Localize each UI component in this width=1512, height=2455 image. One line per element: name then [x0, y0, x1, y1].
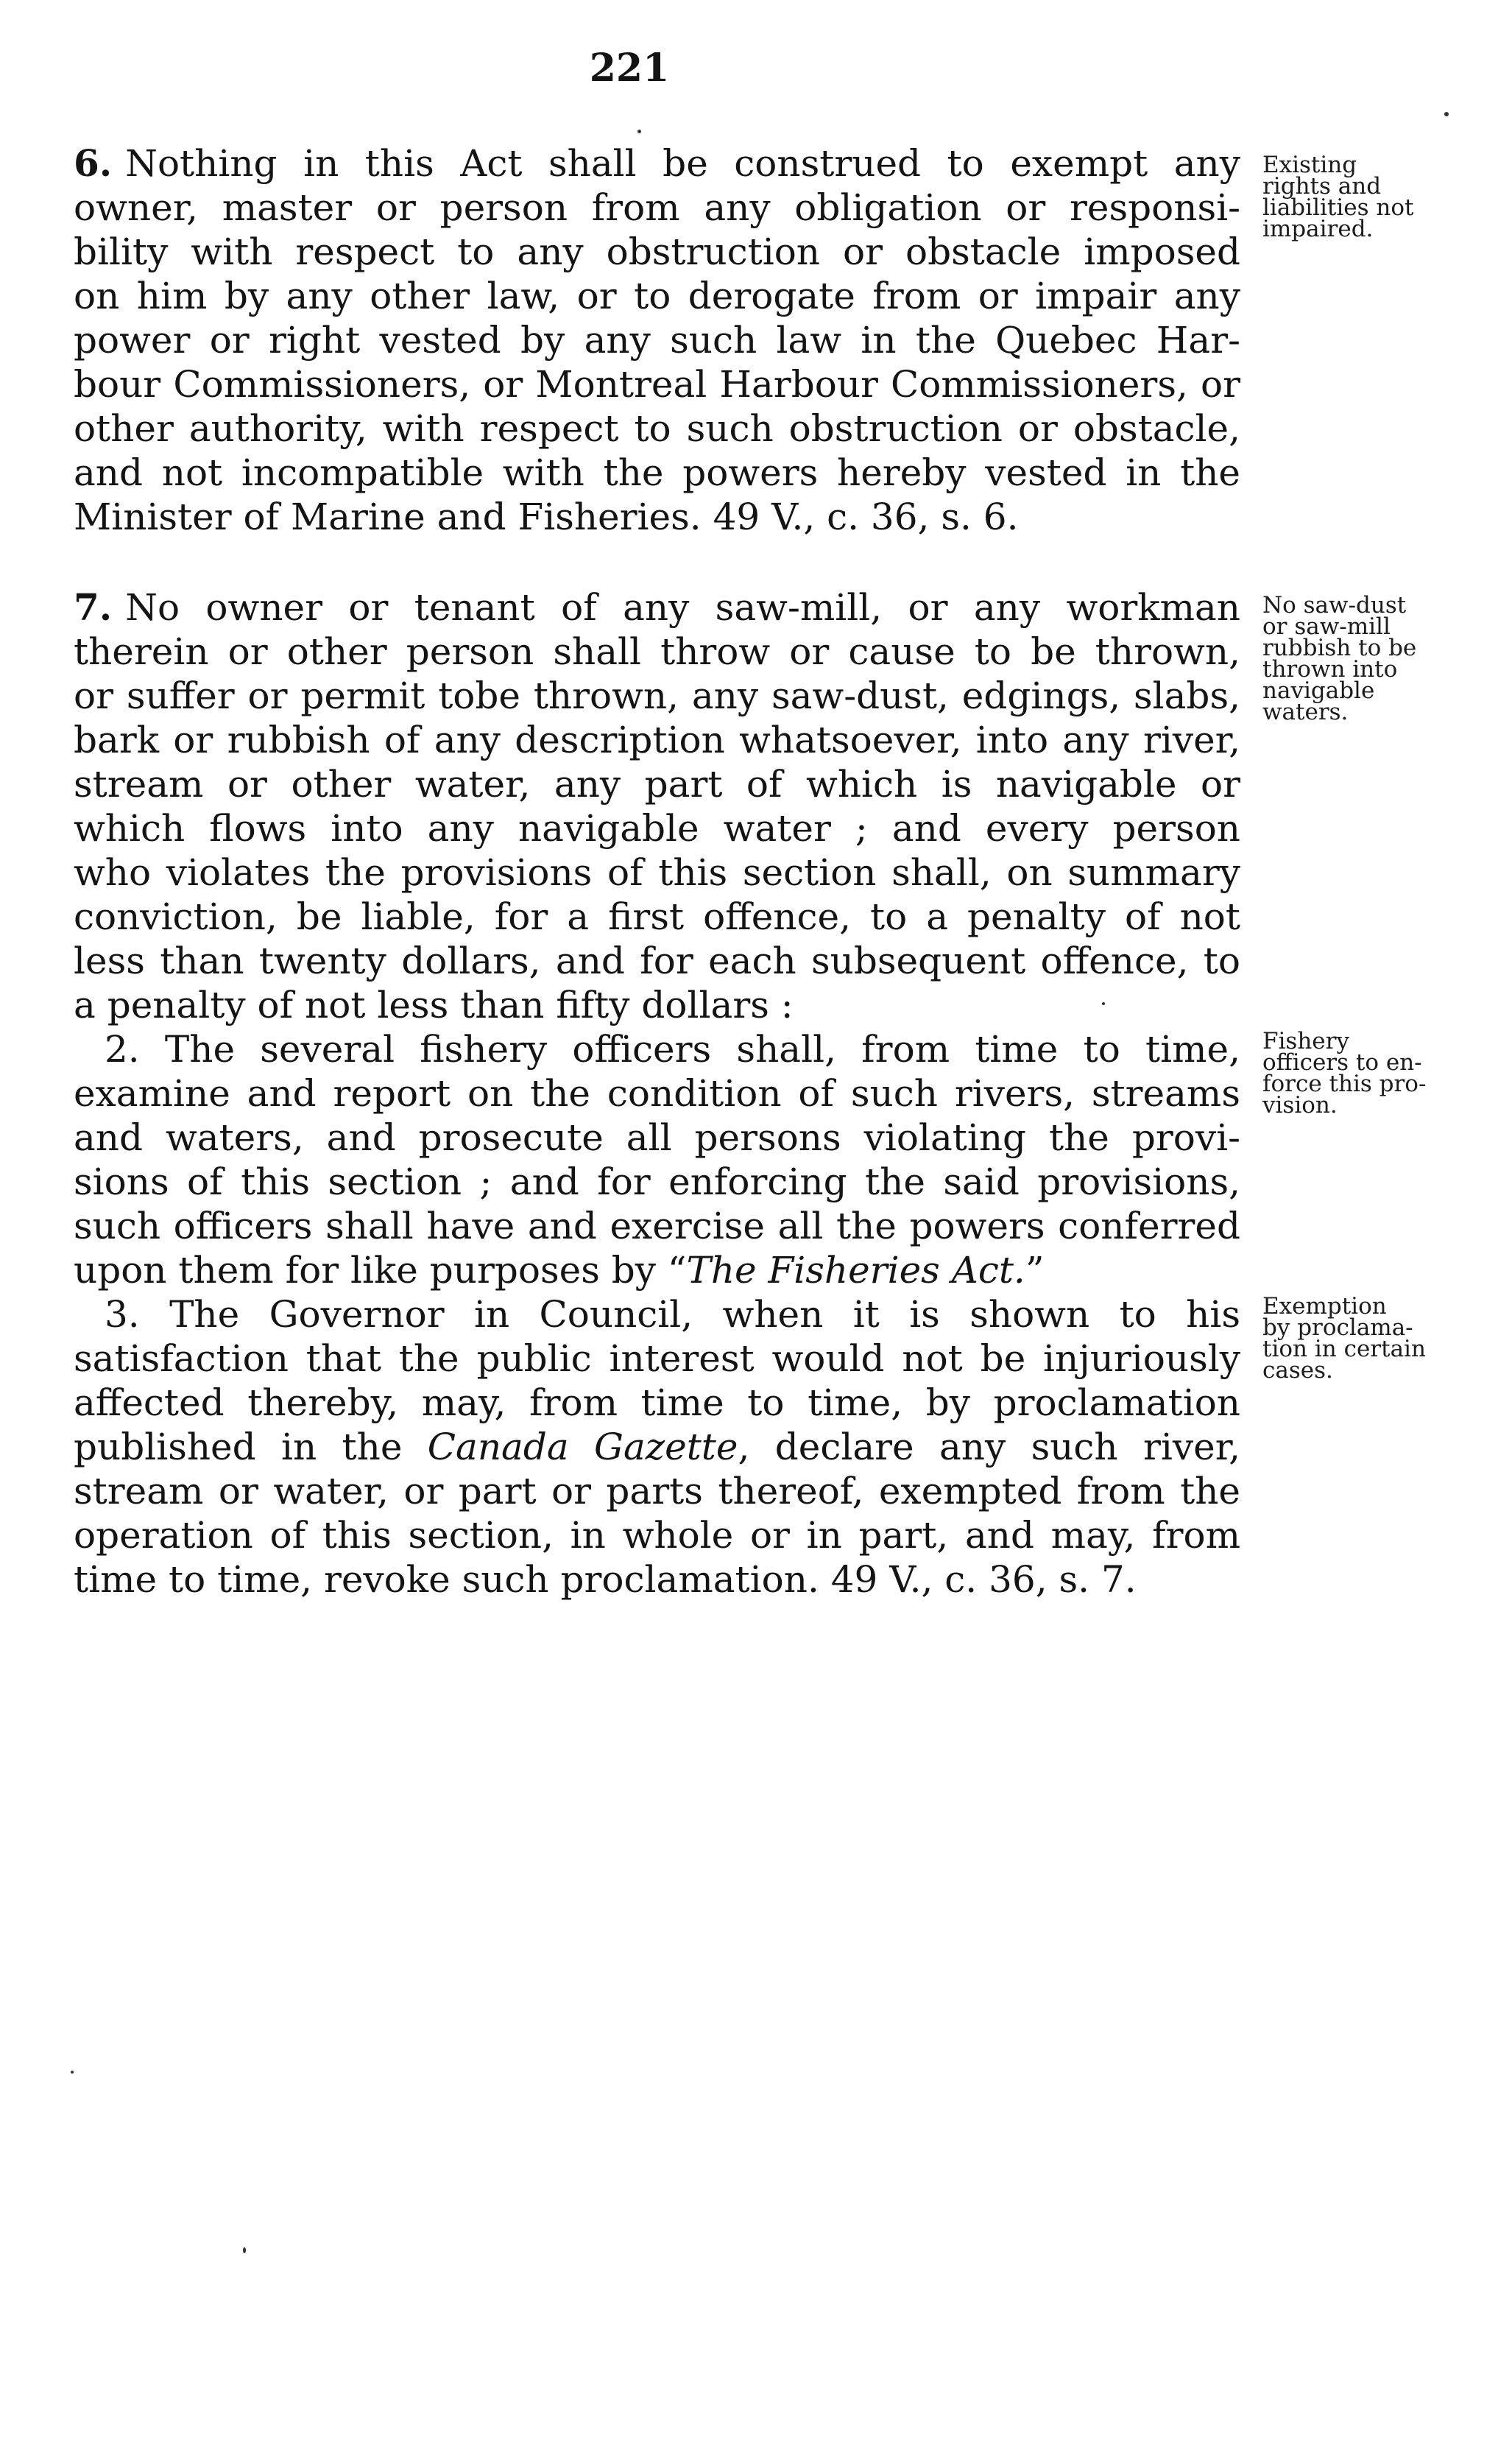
- marginal-note-saw-dust: [1262, 592, 1483, 725]
- subsection-2-line: 2. The several fishery officers shall, from time to time,: [105, 1028, 1240, 1071]
- marginal-note-exemption: [1262, 1293, 1483, 1384]
- text-line: Minister of Marine and Fisheries. 49 V., c. 36, s. 6.: [74, 496, 1019, 538]
- scan-speck: [1102, 1002, 1105, 1005]
- text-line: such officers shall have and exercise all the powers conferred: [74, 1205, 1240, 1247]
- note-line: Existing: [1262, 152, 1357, 178]
- text-line: time to time, revoke such proclamation. 49 V., c. 36, s. 7.: [74, 1558, 1137, 1601]
- note-line: No saw-dust: [1262, 592, 1407, 619]
- note-line: navigable: [1262, 677, 1375, 704]
- note-line: officers to en-: [1262, 1049, 1422, 1076]
- text-line: stream or other water, any part of which is navigable or: [74, 763, 1240, 806]
- text-line: less than twenty dollars, and for each subsequent offence, to: [74, 940, 1240, 982]
- text-line: or suffer or permit tobe thrown, any saw-dust, edgings, slabs,: [74, 674, 1240, 717]
- text-line: bour Commissioners, or Montreal Harbour Commissioners, or: [74, 363, 1240, 406]
- text-line: therein or other person shall throw or cause to be thrown,: [74, 630, 1240, 673]
- marginal-note-fishery-officers: [1262, 1028, 1483, 1119]
- section-number: 7.: [74, 585, 113, 629]
- note-line: waters.: [1262, 699, 1349, 725]
- text-line: 6. Nothing in this Act shall be construed to exempt any: [74, 141, 1240, 185]
- note-line: impaired.: [1262, 216, 1374, 242]
- scan-speck: [637, 130, 641, 133]
- text-line: and waters, and prosecute all persons violating the provi-: [74, 1116, 1240, 1159]
- text-line: bark or rubbish of any description whatsoever, into any river,: [74, 719, 1240, 761]
- text-line: published in the Canada Gazette, declare any such river,: [74, 1426, 1241, 1468]
- section-number: 6.: [74, 141, 113, 185]
- note-line: thrown into: [1262, 656, 1398, 683]
- scan-speck: [243, 2247, 246, 2253]
- text-line: sions of this section ; and for enforcing the said provisions,: [74, 1160, 1240, 1203]
- text-line: owner, master or person from any obligation or responsi-: [74, 186, 1240, 229]
- section-6: [74, 141, 1240, 539]
- note-line: force this pro-: [1262, 1071, 1427, 1097]
- text-line: examine and report on the condition of such rivers, streams: [74, 1072, 1240, 1115]
- scan-speck: [71, 2071, 74, 2074]
- text-line: upon them for like purposes by “The Fisheries Act.”: [74, 1249, 1045, 1292]
- section-7: [74, 585, 1240, 1602]
- note-line: Fishery: [1262, 1028, 1349, 1054]
- page-number: 221: [589, 46, 670, 91]
- text-line: 7. No owner or tenant of any saw-mill, or any workman: [74, 585, 1240, 629]
- gazette-title: Canada Gazette: [427, 1426, 738, 1468]
- note-line: rights and: [1262, 173, 1382, 200]
- scan-speck: [1444, 112, 1449, 116]
- note-line: or saw-mill: [1262, 613, 1391, 640]
- text-line: a penalty of not less than fifty dollars :: [74, 984, 794, 1026]
- text-line: which flows into any navigable water ; and every person: [74, 807, 1240, 850]
- text-line: on him by any other law, or to derogate from or impair any: [74, 275, 1240, 317]
- subsection-3-line: 3. The Governor in Council, when it is shown to his: [105, 1293, 1240, 1336]
- text-line: stream or water, or part or parts thereof, exempted from the: [74, 1470, 1240, 1512]
- note-line: Exemption: [1262, 1293, 1387, 1320]
- text-line: other authority, with respect to such obstruction or obstacle,: [74, 407, 1240, 450]
- text-line: bility with respect to any obstruction or obstacle imposed: [74, 230, 1240, 273]
- text-line: who violates the provisions of this section shall, on summary: [74, 851, 1240, 894]
- text-line: and not incompatible with the powers hereby vested in the: [74, 451, 1240, 494]
- text-line: affected thereby, may, from time to time, by proclamation: [74, 1381, 1240, 1424]
- note-line: cases.: [1262, 1357, 1333, 1384]
- text-line: power or right vested by any such law in the Quebec Har-: [74, 319, 1240, 362]
- note-line: liabilities not: [1262, 194, 1414, 221]
- note-line: vision.: [1262, 1092, 1338, 1119]
- text-line: satisfaction that the public interest would not be injuriously: [74, 1337, 1240, 1380]
- note-line: tion in certain: [1262, 1336, 1426, 1362]
- text-line: operation of this section, in whole or in part, and may, from: [74, 1514, 1240, 1557]
- text-line: conviction, be liable, for a first offence, to a penalty of not: [74, 895, 1240, 938]
- marginal-note-existing-rights: [1262, 152, 1483, 242]
- act-title: The Fisheries Act.: [686, 1249, 1025, 1292]
- note-line: rubbish to be: [1262, 635, 1417, 661]
- note-line: by proclama-: [1262, 1314, 1413, 1341]
